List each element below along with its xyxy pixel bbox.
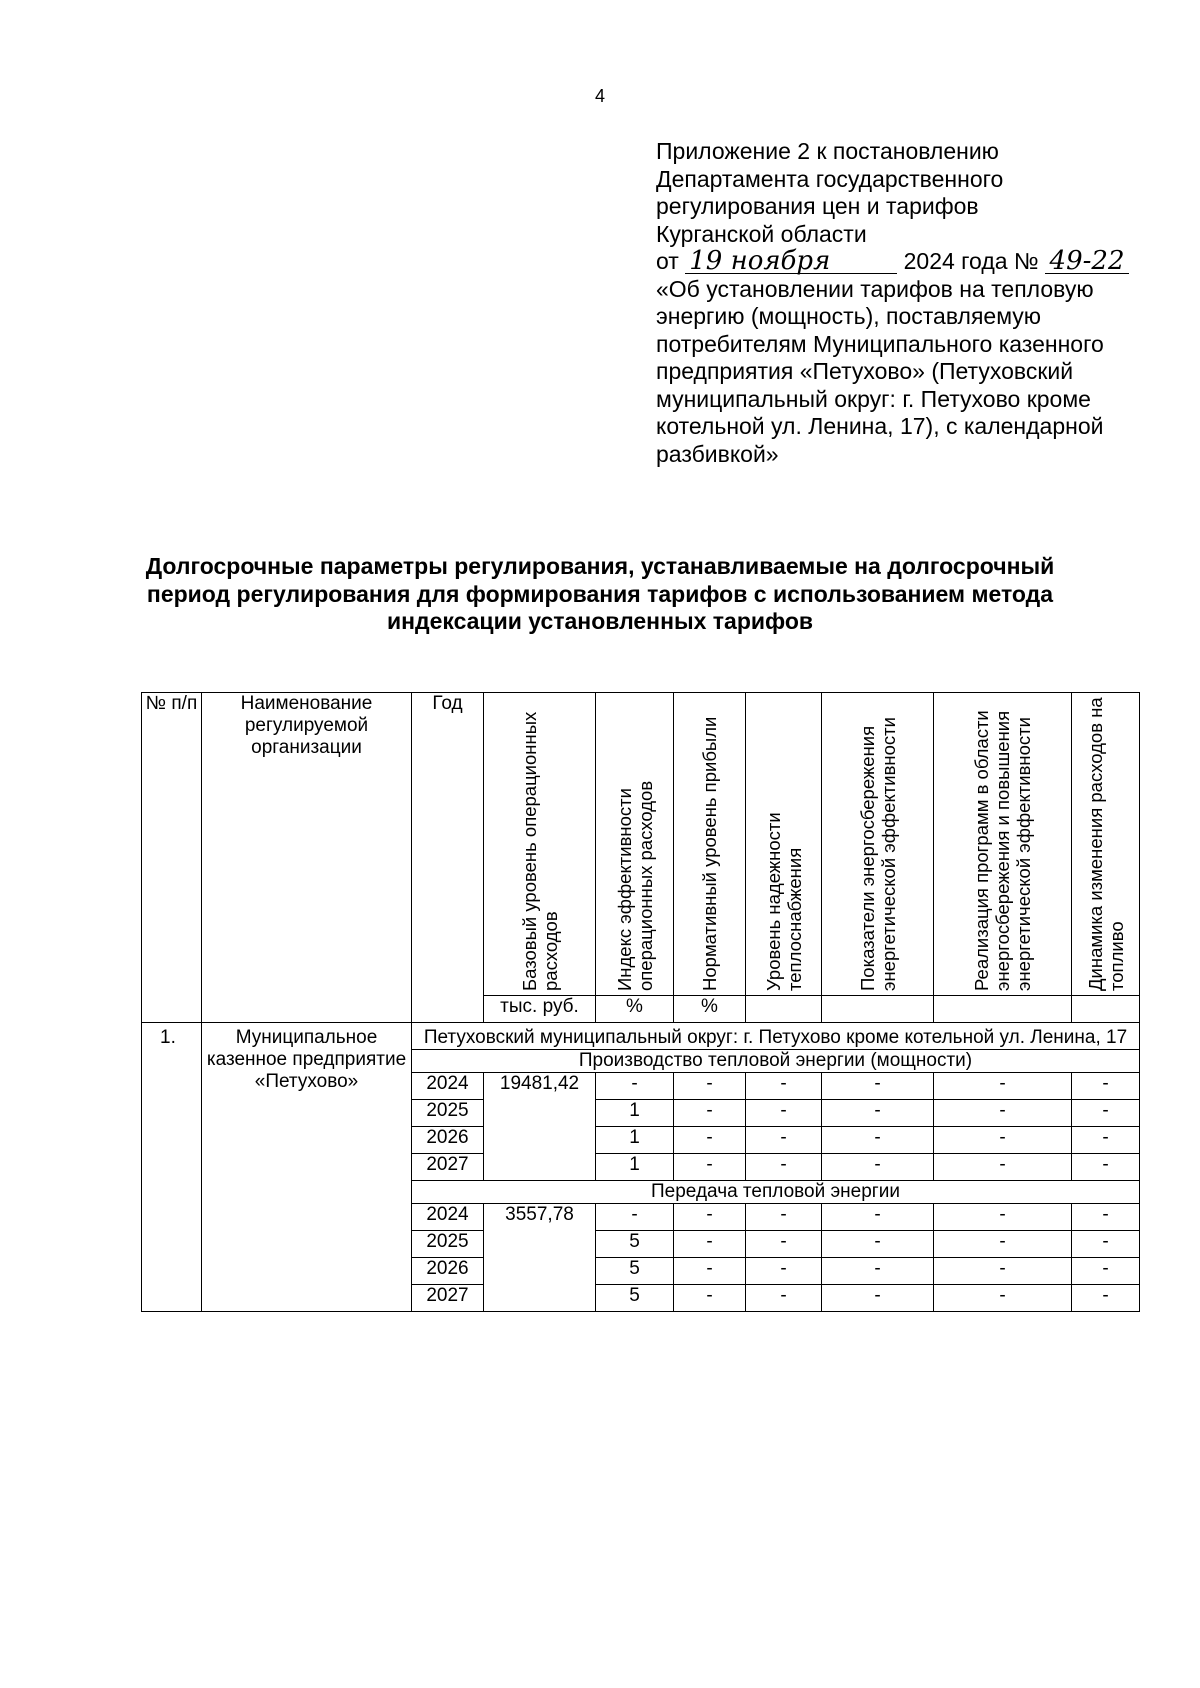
title-line: Долгосрочные параметры регулирования, устанавливаемые на долгосрочный: [145, 553, 1055, 579]
profit-cell: -: [674, 1204, 746, 1231]
profit-cell: -: [674, 1100, 746, 1127]
section-name: Производство тепловой энергии (мощности): [412, 1050, 1140, 1073]
programs-cell: -: [934, 1231, 1072, 1258]
header-efficiency-text: Индекс эффективности операционных расходов: [613, 780, 656, 991]
year-cell: 2026: [412, 1127, 484, 1154]
reliability-cell: -: [746, 1073, 822, 1100]
profit-cell: -: [674, 1154, 746, 1181]
parameters-table: [141, 692, 1140, 1312]
reliability-cell: -: [746, 1154, 822, 1181]
title-line: индексации установленных тарифов: [386, 608, 814, 634]
header-base-cost: [484, 693, 596, 996]
unit-empty: [934, 996, 1072, 1023]
fuel-cell: -: [1072, 1231, 1140, 1258]
fuel-cell: -: [1072, 1100, 1140, 1127]
efficiency-cell: 1: [596, 1154, 674, 1181]
appendix-line: Курганской области: [656, 220, 867, 247]
header-profit: [674, 693, 746, 996]
year-cell: 2025: [412, 1231, 484, 1258]
fuel-cell: -: [1072, 1204, 1140, 1231]
fuel-cell: -: [1072, 1258, 1140, 1285]
header-fuel-text: Динамика изменения расходов на топливо: [1084, 697, 1127, 991]
profit-cell: -: [674, 1285, 746, 1312]
efficiency-cell: -: [596, 1204, 674, 1231]
efficiency-cell: 5: [596, 1285, 674, 1312]
unit-empty: [1072, 996, 1140, 1023]
appendix-line: Приложение 2 к постановлению: [656, 138, 999, 164]
header-reliability-text: Уровень надежности теплоснабжения: [762, 812, 805, 991]
energy-indicators-cell: -: [822, 1100, 934, 1127]
header-org: Наименование регулируемой организации: [202, 693, 412, 1023]
energy-indicators-cell: -: [822, 1204, 934, 1231]
year-cell: 2027: [412, 1285, 484, 1312]
subject-line: котельной ул. Ленина, 17), с календарной: [656, 413, 1104, 439]
profit-cell: -: [674, 1127, 746, 1154]
subject-line: энергию (мощность), поставляемую: [656, 303, 1042, 329]
base-cost-cell: 19481,42: [484, 1073, 596, 1181]
reliability-cell: -: [746, 1231, 822, 1258]
efficiency-cell: -: [596, 1073, 674, 1100]
unit-base-cost: тыс. руб.: [484, 996, 596, 1023]
header-profit-text: Нормативный уровень прибыли: [699, 716, 720, 991]
programs-cell: -: [934, 1073, 1072, 1100]
efficiency-cell: 5: [596, 1231, 674, 1258]
energy-indicators-cell: -: [822, 1127, 934, 1154]
programs-cell: -: [934, 1258, 1072, 1285]
programs-cell: -: [934, 1127, 1072, 1154]
profit-cell: -: [674, 1258, 746, 1285]
header-num: № п/п: [142, 693, 202, 1023]
unit-profit: %: [674, 996, 746, 1023]
header-programs: [934, 693, 1072, 996]
subject-line: предприятия «Петухово» (Петуховский: [656, 358, 1074, 384]
appendix-line: регулирования цен и тарифов: [656, 193, 979, 219]
header-efficiency: [596, 693, 674, 996]
year-text: 2024 года №: [903, 248, 1039, 274]
energy-indicators-cell: -: [822, 1231, 934, 1258]
page-number: 4: [594, 86, 605, 106]
year-cell: 2024: [412, 1204, 484, 1231]
reliability-cell: -: [746, 1204, 822, 1231]
subject-line: разбивкой»: [656, 440, 779, 467]
appendix-block: [656, 138, 1156, 468]
date-prefix: от: [656, 248, 679, 274]
header-row: [142, 693, 1140, 996]
territory-row: [142, 1023, 1140, 1050]
efficiency-cell: 5: [596, 1258, 674, 1285]
reliability-cell: -: [746, 1127, 822, 1154]
row-number: 1.: [142, 1023, 202, 1312]
document-title: [60, 553, 1140, 636]
title-line: период регулирования для формирования тарифов с использованием метода: [146, 580, 1054, 607]
header-programs-text: Реализация программ в области энергосбережения и повышения энергетической эффективности: [971, 710, 1034, 991]
territory: Петуховский муниципальный округ: г. Петухово кроме котельной ул. Ленина, 17: [412, 1023, 1140, 1050]
profit-cell: -: [674, 1231, 746, 1258]
subject-line: «Об установлении тарифов на тепловую: [656, 275, 1094, 302]
unit-empty: [746, 996, 822, 1023]
header-year: Год: [412, 693, 484, 1023]
year-cell: 2026: [412, 1258, 484, 1285]
header-reliability: [746, 693, 822, 996]
header-energy-indicators: [822, 693, 934, 996]
reliability-cell: -: [746, 1100, 822, 1127]
unit-efficiency: %: [596, 996, 674, 1023]
energy-indicators-cell: -: [822, 1073, 934, 1100]
header-base-cost-text: Базовый уровень операционных расходов: [518, 711, 561, 991]
header-energy-indicators-text: Показатели энергосбережения энергетической эффективности: [856, 717, 899, 991]
programs-cell: -: [934, 1204, 1072, 1231]
energy-indicators-cell: -: [822, 1258, 934, 1285]
handwritten-date: 19 ноября: [685, 249, 897, 274]
appendix-line: Департамента государственного: [656, 165, 1004, 192]
profit-cell: -: [674, 1073, 746, 1100]
energy-indicators-cell: -: [822, 1154, 934, 1181]
year-cell: 2025: [412, 1100, 484, 1127]
reliability-cell: -: [746, 1285, 822, 1312]
header-fuel: [1072, 693, 1140, 996]
reliability-cell: -: [746, 1258, 822, 1285]
appendix-date-line: [656, 248, 1156, 276]
fuel-cell: -: [1072, 1073, 1140, 1100]
fuel-cell: -: [1072, 1154, 1140, 1181]
section-name: Передача тепловой энергии: [412, 1181, 1140, 1204]
org-name: Муниципальное казенное предприятие «Петухово»: [202, 1023, 412, 1312]
energy-indicators-cell: -: [822, 1285, 934, 1312]
fuel-cell: -: [1072, 1127, 1140, 1154]
year-cell: 2027: [412, 1154, 484, 1181]
programs-cell: -: [934, 1100, 1072, 1127]
year-cell: 2024: [412, 1073, 484, 1100]
programs-cell: -: [934, 1154, 1072, 1181]
unit-empty: [822, 996, 934, 1023]
base-cost-cell: 3557,78: [484, 1204, 596, 1312]
subject-line: потребителям Муниципального казенного: [656, 330, 1104, 357]
efficiency-cell: 1: [596, 1127, 674, 1154]
efficiency-cell: 1: [596, 1100, 674, 1127]
fuel-cell: -: [1072, 1285, 1140, 1312]
handwritten-number: 49-22: [1045, 249, 1129, 274]
subject-line: муниципальный округ: г. Петухово кроме: [656, 385, 1091, 412]
programs-cell: -: [934, 1285, 1072, 1312]
